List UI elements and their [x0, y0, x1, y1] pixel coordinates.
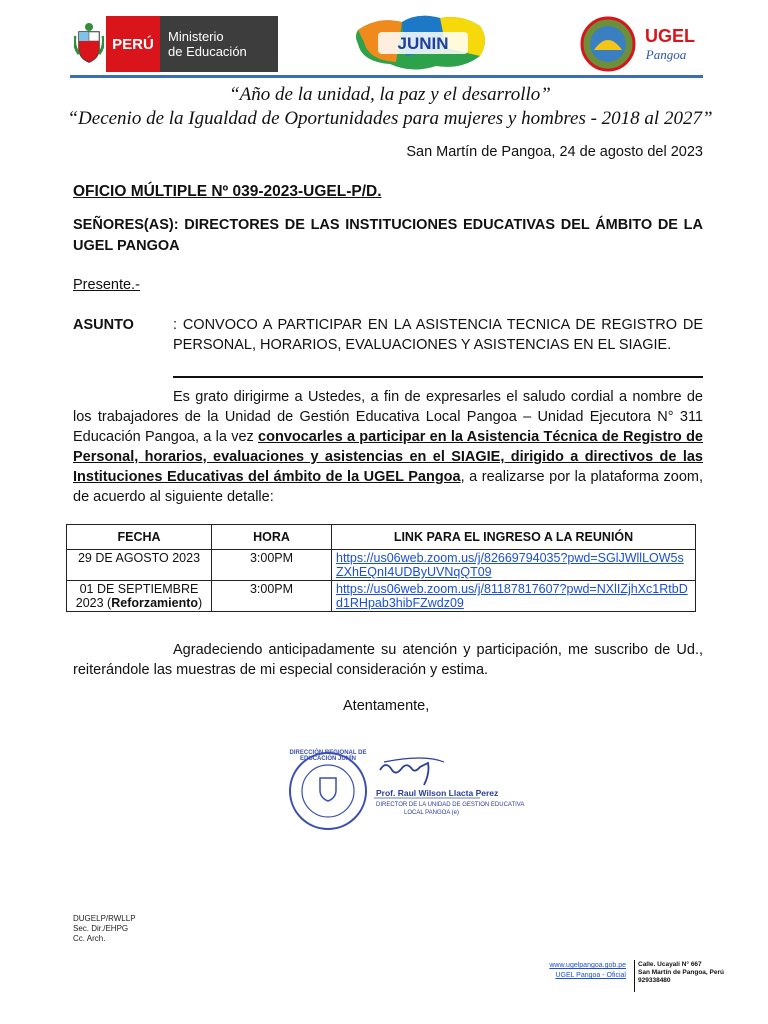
intro-paragraph	[73, 387, 703, 507]
ministry-label	[160, 16, 278, 72]
row-1-link-cell	[332, 550, 696, 581]
row-1-zoom-link[interactable]: https://us06web.zoom.us/j/82669794035?pwd=SGlJWllLOW5sZXhEQnI4UDByUVNqQT09	[336, 551, 684, 579]
row-2-date-extra: Reforzamiento	[111, 596, 199, 610]
row-2-date-text: 01 DE SEPTIEMBRE 2023 (	[75, 582, 199, 610]
pangoa-label: Pangoa	[645, 47, 687, 62]
signer-name: Prof. Raul Wilson Llacta Perez	[376, 788, 499, 798]
meeting-table	[66, 524, 696, 612]
office-title: OFICIO MÚLTIPLE Nº 039-2023-UGEL-P/D.	[73, 183, 382, 200]
ugel-label: UGEL	[644, 26, 696, 46]
row-2-zoom-link[interactable]: https://us06web.zoom.us/j/81187817607?pwd=NXlIZjhXc1RtbDd1RHpab3hibFZwdz09	[336, 582, 688, 610]
phone-number: 929338480	[638, 977, 671, 984]
header-date: FECHA	[67, 525, 212, 550]
header-link: LINK PARA EL INGRESO A LA REUNIÓN	[332, 525, 696, 550]
row-2-time: 3:00PM	[212, 581, 332, 612]
web-links	[546, 961, 626, 981]
table-row	[67, 581, 696, 612]
row-2-date: 01 DE SEPTIEMBRE 2023 (Reforzamiento)	[67, 581, 212, 612]
intro-highlight: convocarles a participar en la Asistencia Técnica de Registro de Personal, horarios, evaluaciones y asistencias en el SIAGIE, dirigido a directivos de las Instituciones Educativas del ámbito de la UGEL Pangoa	[73, 429, 703, 485]
subject-text: : CONVOCO A PARTICIPAR EN LA ASISTENCIA TECNICA DE REGISTRO DE PERSONAL, HORARIOS, EVALUACIONES Y ASISTENCIAS EN EL SIAGIE.	[173, 317, 703, 353]
closing-greeting: Atentamente,	[343, 698, 430, 714]
ministry-line-2: de Educación	[168, 44, 247, 59]
closing-paragraph: Agradeciendo anticipadamente su atención y participación, me suscribo de Ud., reiterándole las muestras de mi especial consideración y estima.	[73, 642, 703, 678]
row-1-time: 3:00PM	[212, 550, 332, 581]
ref-code-3: Cc. Arch.	[73, 934, 106, 943]
footer-divider	[634, 960, 635, 992]
peru-coat-of-arms-icon	[72, 16, 106, 72]
signature-block	[284, 748, 525, 834]
ref-code-1: DUGELP/RWLLP	[73, 914, 136, 923]
presente: Presente.-	[73, 277, 140, 293]
row-1-date	[67, 550, 212, 581]
decade-motto: “Decenio de la Igualdad de Oportunidades para mujeres y hombres - 2018 al 2027”	[67, 108, 713, 129]
address-line-2: San Martín de Pangoa, Perú	[638, 969, 724, 976]
website-link[interactable]: www.ugelpangoa.gob.pe	[549, 962, 626, 969]
junin-label: JUNIN	[397, 34, 449, 53]
signer-role-2: LOCAL PANGOA (e)	[404, 810, 460, 816]
ministry-logo	[72, 16, 278, 72]
stamp-text: DIRECCIÓN REGIONAL DE EDUCACIÓN JUNÍN	[289, 750, 367, 762]
intro-end: , a realizarse por la plataforma zoom, de acuerdo al siguiente detalle:	[73, 469, 703, 505]
row-1-date-text: 29 DE AGOSTO 2023	[77, 551, 201, 565]
table-row	[67, 550, 696, 581]
recipients: SEÑORES(AS): DIRECTORES DE LAS INSTITUCIONES EDUCATIVAS DEL ÁMBITO DE LA UGEL PANGOA	[73, 217, 703, 254]
row-2-link-cell	[332, 581, 696, 612]
address-block	[638, 961, 724, 985]
ref-code-2: Sec. Dir./EHPG	[73, 924, 129, 933]
junin-logo	[350, 12, 493, 76]
table-header-row	[67, 525, 696, 550]
peru-label: PERÚ	[106, 16, 160, 72]
header-time: HORA	[212, 525, 332, 550]
header-divider	[70, 75, 703, 78]
social-link[interactable]: UGEL Pangoa - Oficial	[555, 972, 626, 979]
subject-label: ASUNTO	[73, 317, 134, 333]
ministry-line-1: Ministerio	[168, 29, 224, 44]
address-line-1: Calle. Ucayali N° 667	[638, 961, 702, 968]
year-motto: “Año de la unidad, la paz y el desarrollo”	[229, 84, 551, 105]
reference-codes	[73, 914, 136, 944]
subject-rule	[173, 376, 703, 378]
intro-start: Es grato dirigirme a Ustedes, a fin de expresarles el saludo cordial a nombre de los trabajadores de la Unidad de Gestión Educativa Local Pangoa – Unidad Ejecutora N° 311 Educación Pangoa, a la vez	[73, 389, 703, 445]
ugel-pangoa-logo	[578, 14, 704, 72]
signer-role-1: DIRECTOR DE LA UNIDAD DE GESTION EDUCATIVA	[376, 802, 525, 808]
place-date: San Martín de Pangoa, 24 de agosto del 2023	[406, 144, 703, 160]
